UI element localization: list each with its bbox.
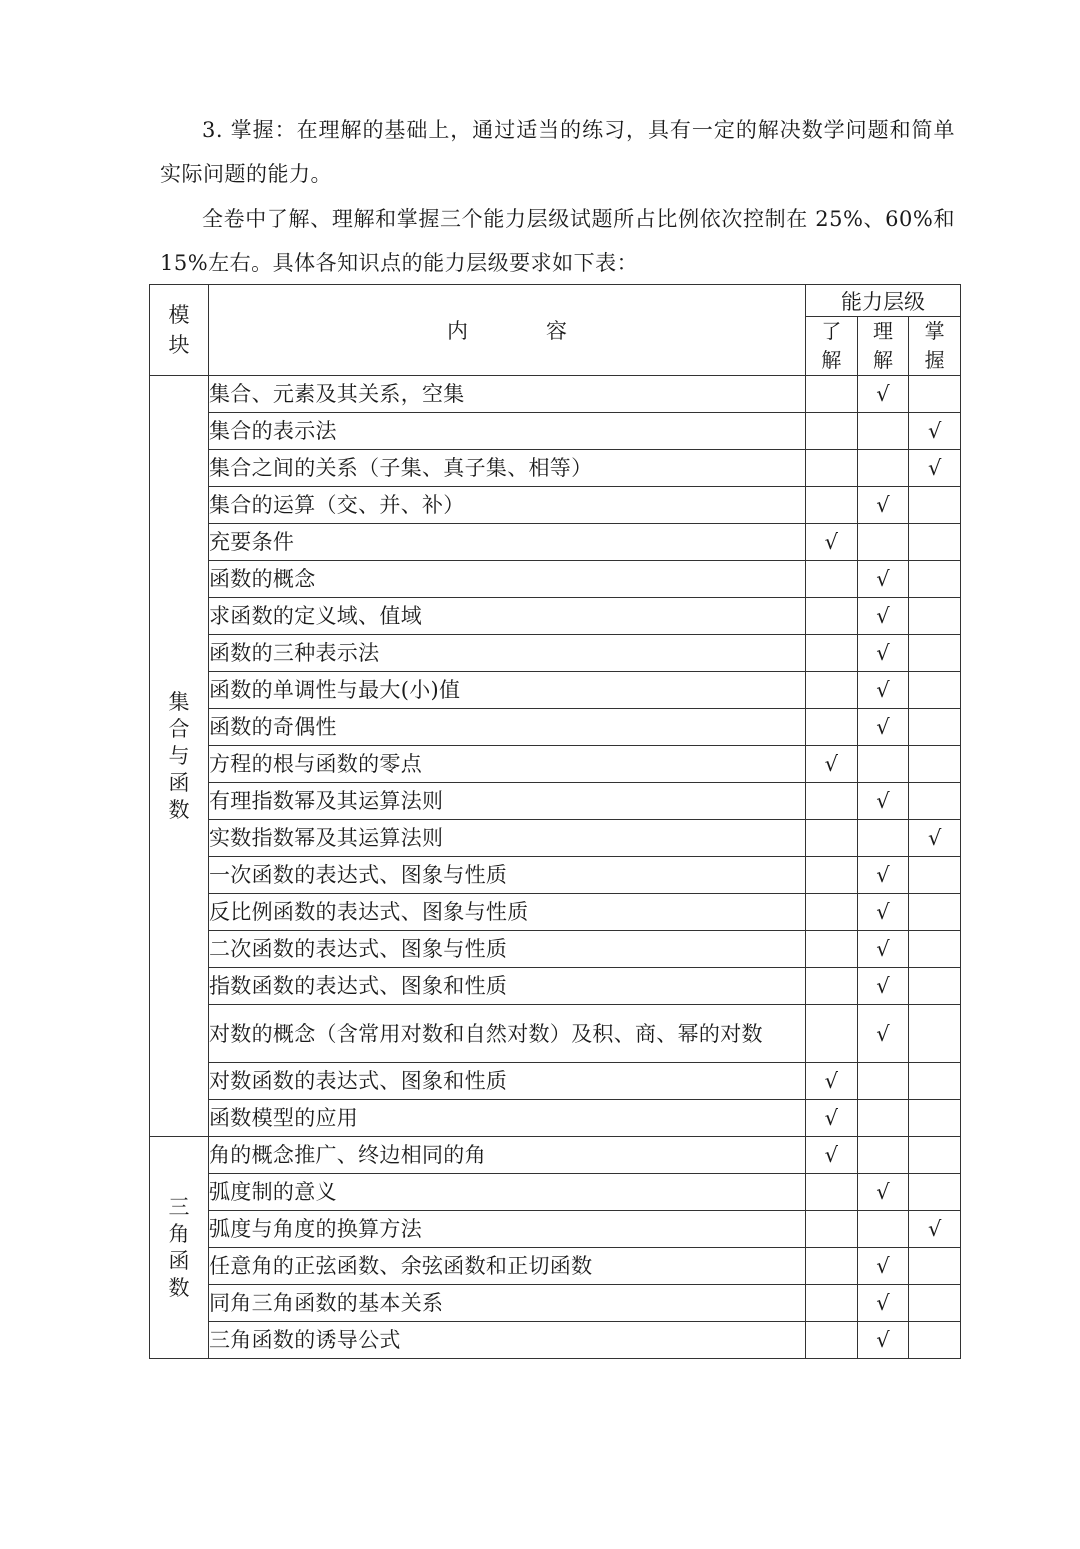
check-mark-icon: √ bbox=[876, 678, 890, 702]
level-2-cell bbox=[857, 746, 909, 783]
level-2-cell bbox=[857, 857, 909, 894]
level-3-cell bbox=[909, 1285, 961, 1322]
level-1-cell bbox=[806, 1211, 858, 1248]
level-1-cell bbox=[806, 376, 858, 413]
table-row bbox=[150, 1211, 961, 1248]
level-3-cell bbox=[909, 857, 961, 894]
level-3-cell bbox=[909, 635, 961, 672]
level-3-cell bbox=[909, 1174, 961, 1211]
table-row bbox=[150, 1137, 961, 1174]
module-name: 集合与函数 bbox=[168, 689, 190, 822]
check-mark-icon: √ bbox=[876, 789, 890, 813]
check-mark-icon: √ bbox=[824, 1069, 839, 1093]
table-row bbox=[150, 931, 961, 968]
ability-level-table bbox=[149, 284, 961, 1359]
table-row bbox=[150, 487, 961, 524]
content-cell: 函数的概念 bbox=[209, 561, 806, 598]
table-row bbox=[150, 635, 961, 672]
table-row bbox=[150, 524, 961, 561]
level-3-cell bbox=[909, 1248, 961, 1285]
level-3-cell bbox=[909, 1100, 961, 1137]
table-row bbox=[150, 894, 961, 931]
level-1-cell bbox=[806, 820, 858, 857]
check-mark-icon: √ bbox=[876, 1254, 890, 1278]
level-3-cell bbox=[909, 1211, 961, 1248]
level-1-cell bbox=[806, 894, 858, 931]
check-mark-icon: √ bbox=[824, 1106, 839, 1130]
level-1-cell bbox=[806, 1285, 858, 1322]
level-3-cell bbox=[909, 450, 961, 487]
header-ability-level: 能力层级 bbox=[806, 285, 961, 317]
level-2-cell bbox=[857, 820, 909, 857]
header-content bbox=[209, 285, 806, 376]
content-cell: 指数函数的表达式、图象和性质 bbox=[209, 968, 806, 1005]
table-row bbox=[150, 1322, 961, 1359]
table-row bbox=[150, 709, 961, 746]
header-content-char-2: 容 bbox=[546, 319, 567, 343]
level-1-cell bbox=[806, 1174, 858, 1211]
level-3-cell bbox=[909, 524, 961, 561]
content-cell: 方程的根与函数的零点 bbox=[209, 746, 806, 783]
check-mark-icon: √ bbox=[824, 530, 839, 554]
check-mark-icon: √ bbox=[876, 567, 890, 591]
table-row bbox=[150, 1285, 961, 1322]
level-2-cell bbox=[857, 1005, 909, 1063]
level-2-cell bbox=[857, 1137, 909, 1174]
check-mark-icon: √ bbox=[876, 493, 890, 517]
header-level-1-label: 了解 bbox=[821, 319, 842, 372]
level-2-cell bbox=[857, 1285, 909, 1322]
level-3-cell bbox=[909, 1137, 961, 1174]
check-mark-icon: √ bbox=[876, 900, 890, 924]
table-row bbox=[150, 561, 961, 598]
table-row bbox=[150, 413, 961, 450]
level-3-cell bbox=[909, 561, 961, 598]
content-cell: 弧度制的意义 bbox=[209, 1174, 806, 1211]
table-row bbox=[150, 450, 961, 487]
level-3-cell bbox=[909, 894, 961, 931]
content-cell: 对数的概念（含常用对数和自然对数）及积、商、幂的对数 bbox=[209, 1005, 806, 1063]
module-cell bbox=[150, 1137, 209, 1359]
level-2-cell bbox=[857, 487, 909, 524]
level-3-cell bbox=[909, 709, 961, 746]
check-mark-icon: √ bbox=[927, 456, 942, 480]
header-level-3-label: 掌握 bbox=[924, 319, 945, 372]
check-mark-icon: √ bbox=[876, 1328, 890, 1352]
header-level-2-label: 理解 bbox=[872, 319, 893, 372]
content-cell: 实数指数幂及其运算法则 bbox=[209, 820, 806, 857]
level-2-cell bbox=[857, 635, 909, 672]
level-1-cell bbox=[806, 857, 858, 894]
content-cell: 角的概念推广、终边相同的角 bbox=[209, 1137, 806, 1174]
table-row bbox=[150, 376, 961, 413]
header-level-comprehend bbox=[857, 317, 909, 376]
level-2-cell bbox=[857, 931, 909, 968]
table-row bbox=[150, 672, 961, 709]
module-name: 三角函数 bbox=[168, 1194, 190, 1300]
check-mark-icon: √ bbox=[876, 604, 890, 628]
check-mark-icon: √ bbox=[927, 419, 942, 443]
content-cell: 充要条件 bbox=[209, 524, 806, 561]
level-1-cell bbox=[806, 561, 858, 598]
content-cell: 一次函数的表达式、图象与性质 bbox=[209, 857, 806, 894]
level-1-cell bbox=[806, 598, 858, 635]
check-mark-icon: √ bbox=[927, 1217, 942, 1241]
level-2-cell bbox=[857, 709, 909, 746]
content-cell: 同角三角函数的基本关系 bbox=[209, 1285, 806, 1322]
content-cell: 集合的表示法 bbox=[209, 413, 806, 450]
table-row bbox=[150, 598, 961, 635]
check-mark-icon: √ bbox=[876, 1291, 890, 1315]
content-cell: 任意角的正弦函数、余弦函数和正切函数 bbox=[209, 1248, 806, 1285]
check-mark-icon: √ bbox=[876, 1180, 890, 1204]
table-row bbox=[150, 1005, 961, 1063]
check-mark-icon: √ bbox=[876, 974, 890, 998]
level-3-cell bbox=[909, 1322, 961, 1359]
level-2-cell bbox=[857, 1211, 909, 1248]
check-mark-icon: √ bbox=[876, 382, 890, 406]
level-1-cell bbox=[806, 1248, 858, 1285]
header-module bbox=[150, 285, 209, 376]
level-1-cell bbox=[806, 413, 858, 450]
table-body bbox=[150, 376, 961, 1359]
level-1-cell bbox=[806, 783, 858, 820]
level-1-cell bbox=[806, 672, 858, 709]
module-cell bbox=[150, 376, 209, 1137]
level-2-cell bbox=[857, 1174, 909, 1211]
level-2-cell bbox=[857, 672, 909, 709]
level-3-cell bbox=[909, 413, 961, 450]
table-row bbox=[150, 857, 961, 894]
table-row bbox=[150, 783, 961, 820]
content-cell: 反比例函数的表达式、图象与性质 bbox=[209, 894, 806, 931]
content-cell: 求函数的定义域、值域 bbox=[209, 598, 806, 635]
level-1-cell bbox=[806, 524, 858, 561]
level-2-cell bbox=[857, 524, 909, 561]
level-2-cell bbox=[857, 1322, 909, 1359]
header-content-char-1: 内 bbox=[447, 319, 468, 343]
level-1-cell bbox=[806, 450, 858, 487]
level-2-cell bbox=[857, 450, 909, 487]
level-3-cell bbox=[909, 1005, 961, 1063]
level-2-cell bbox=[857, 1100, 909, 1137]
level-3-cell bbox=[909, 931, 961, 968]
level-2-cell bbox=[857, 783, 909, 820]
level-2-cell bbox=[857, 894, 909, 931]
check-mark-icon: √ bbox=[824, 752, 839, 776]
content-cell: 函数的单调性与最大(小)值 bbox=[209, 672, 806, 709]
content-cell: 弧度与角度的换算方法 bbox=[209, 1211, 806, 1248]
content-cell: 集合之间的关系（子集、真子集、相等） bbox=[209, 450, 806, 487]
level-1-cell bbox=[806, 1005, 858, 1063]
paragraph-level-ratio: 全卷中了解、理解和掌握三个能力层级试题所占比例依次控制在 25%、60%和 15%左右。具体各知识点的能力层级要求如下表： bbox=[160, 207, 955, 275]
content-cell: 三角函数的诱导公式 bbox=[209, 1322, 806, 1359]
level-2-cell bbox=[857, 598, 909, 635]
level-1-cell bbox=[806, 1137, 858, 1174]
level-2-cell bbox=[857, 376, 909, 413]
level-1-cell bbox=[806, 746, 858, 783]
content-cell: 对数函数的表达式、图象和性质 bbox=[209, 1063, 806, 1100]
table-row bbox=[150, 1248, 961, 1285]
level-3-cell bbox=[909, 672, 961, 709]
paragraph-mastery-definition: 3. 掌握：在理解的基础上，通过适当的练习，具有一定的解决数学问题和简单实际问题的能力。 bbox=[160, 118, 955, 186]
check-mark-icon: √ bbox=[927, 826, 942, 850]
check-mark-icon: √ bbox=[876, 937, 890, 961]
content-cell: 有理指数幂及其运算法则 bbox=[209, 783, 806, 820]
level-2-cell bbox=[857, 968, 909, 1005]
level-1-cell bbox=[806, 635, 858, 672]
level-3-cell bbox=[909, 487, 961, 524]
level-2-cell bbox=[857, 413, 909, 450]
table-row bbox=[150, 1063, 961, 1100]
table-row bbox=[150, 1174, 961, 1211]
check-mark-icon: √ bbox=[876, 715, 890, 739]
check-mark-icon: √ bbox=[824, 1143, 839, 1167]
level-1-cell bbox=[806, 968, 858, 1005]
table-row bbox=[150, 746, 961, 783]
check-mark-icon: √ bbox=[876, 863, 890, 887]
level-1-cell bbox=[806, 487, 858, 524]
content-cell: 函数的三种表示法 bbox=[209, 635, 806, 672]
content-cell: 函数模型的应用 bbox=[209, 1100, 806, 1137]
content-cell: 二次函数的表达式、图象与性质 bbox=[209, 931, 806, 968]
level-2-cell bbox=[857, 1248, 909, 1285]
level-3-cell bbox=[909, 968, 961, 1005]
level-3-cell bbox=[909, 783, 961, 820]
level-1-cell bbox=[806, 1322, 858, 1359]
header-level-understand-basic bbox=[806, 317, 858, 376]
check-mark-icon: √ bbox=[876, 641, 890, 665]
level-2-cell bbox=[857, 561, 909, 598]
header-level-master bbox=[909, 317, 961, 376]
level-3-cell bbox=[909, 746, 961, 783]
level-1-cell bbox=[806, 1100, 858, 1137]
content-cell: 函数的奇偶性 bbox=[209, 709, 806, 746]
level-3-cell bbox=[909, 376, 961, 413]
level-1-cell bbox=[806, 709, 858, 746]
level-3-cell bbox=[909, 820, 961, 857]
content-cell: 集合、元素及其关系，空集 bbox=[209, 376, 806, 413]
table-row bbox=[150, 968, 961, 1005]
level-3-cell bbox=[909, 1063, 961, 1100]
level-3-cell bbox=[909, 598, 961, 635]
header-module-label: 模块 bbox=[168, 303, 190, 357]
level-1-cell bbox=[806, 931, 858, 968]
table-row bbox=[150, 1100, 961, 1137]
content-cell: 集合的运算（交、并、补） bbox=[209, 487, 806, 524]
level-2-cell bbox=[857, 1063, 909, 1100]
level-1-cell bbox=[806, 1063, 858, 1100]
table-row bbox=[150, 820, 961, 857]
check-mark-icon: √ bbox=[876, 1021, 890, 1046]
